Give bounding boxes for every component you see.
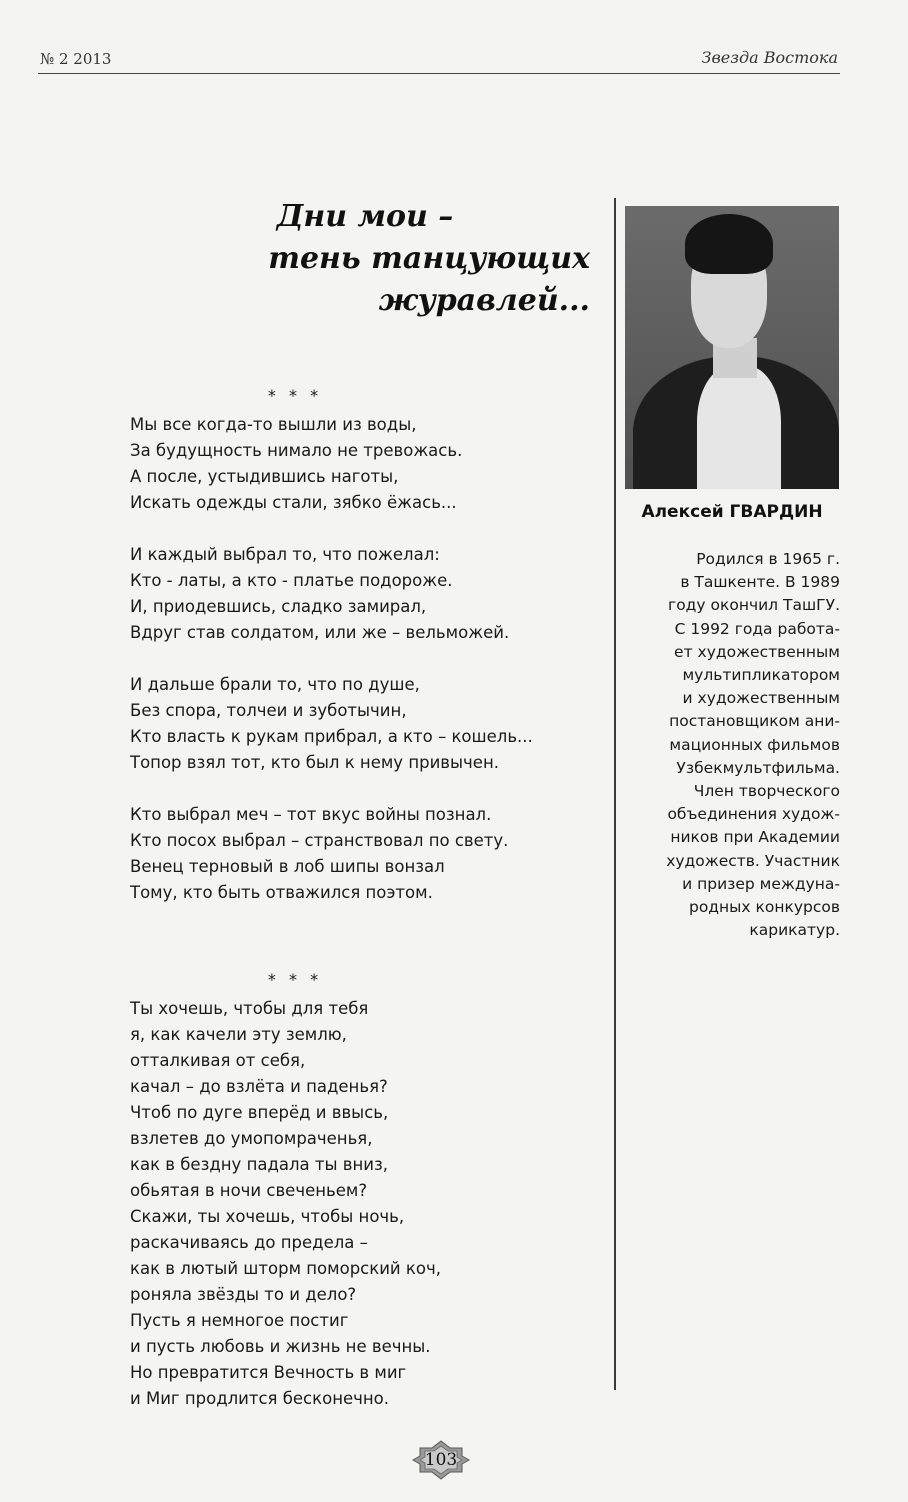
poem-line: А после, устыдившись наготы, bbox=[130, 467, 399, 486]
poem-line: Вдруг став солдатом, или же – вельможей. bbox=[130, 623, 510, 642]
bio-line: ников при Академии bbox=[670, 828, 840, 847]
title-line-2: тень танцующих журавлей... bbox=[268, 241, 590, 318]
poem-line: Пусть я немногое постиг bbox=[130, 1311, 349, 1330]
poem-line: Кто выбрал меч – тот вкус войны познал. bbox=[130, 805, 492, 824]
bio-line: родных конкурсов bbox=[688, 898, 840, 917]
poem-line: Чтоб по дуге вперёд и ввысь, bbox=[130, 1103, 389, 1122]
poem-line: Кто посох выбрал – странствовал по свету. bbox=[130, 831, 509, 850]
bio-line: Узбекмультфильма. bbox=[676, 758, 840, 777]
journal-name: Звезда Востока bbox=[701, 48, 838, 67]
author-name: Алексей ГВАРДИН bbox=[641, 502, 823, 522]
bio-line: карикатур. bbox=[749, 921, 840, 940]
poem-line: И дальше брали то, что по душе, bbox=[130, 675, 420, 694]
poem-line: я, как качели эту землю, bbox=[130, 1025, 347, 1044]
poem-line: взлетев до умопомраченья, bbox=[130, 1129, 373, 1148]
poem-1 bbox=[130, 412, 610, 906]
poem-line: раскачиваясь до предела – bbox=[130, 1233, 368, 1252]
bio-line: ет художественным bbox=[674, 642, 840, 661]
poem-2 bbox=[130, 996, 610, 1412]
poem-line: Топор взял тот, кто был к нему привычен. bbox=[130, 753, 499, 772]
bio-line: мационных фильмов bbox=[669, 735, 840, 754]
issue-number: № 2 2013 bbox=[40, 50, 112, 68]
title-line-1: Дни мои – bbox=[276, 199, 454, 234]
poem-line: Кто власть к рукам прибрал, а кто – кошель... bbox=[130, 727, 533, 746]
poem-line: и Миг продлится бесконечно. bbox=[130, 1389, 390, 1408]
poem-line: Искать одежды стали, зябко ёжась... bbox=[130, 493, 457, 512]
bio-line: объединения худож- bbox=[667, 805, 840, 824]
page-title bbox=[60, 196, 590, 322]
poem-line: как в бездну падала ты вниз, bbox=[130, 1155, 389, 1174]
page-number: 103 bbox=[424, 1450, 458, 1470]
poem-2-separator: * * * bbox=[267, 970, 323, 989]
poem-line: И, приодевшись, сладко замирал, bbox=[130, 597, 427, 616]
poem-line: Мы все когда-то вышли из воды, bbox=[130, 415, 417, 434]
poem-1-separator: * * * bbox=[267, 386, 323, 405]
poem-line: роняла звёзды то и дело? bbox=[130, 1285, 357, 1304]
bio-line: художеств. Участник bbox=[666, 851, 840, 870]
poem-line: Ты хочешь, чтобы для тебя bbox=[130, 999, 369, 1018]
bio-line: Родился в 1965 г. bbox=[696, 550, 840, 568]
header-divider bbox=[38, 73, 840, 74]
poem-line: качал – до взлёта и паденья? bbox=[130, 1077, 388, 1096]
poem-line: Без спора, толчеи и зуботычин, bbox=[130, 701, 407, 720]
poem-line: Венец терновый в лоб шипы вонзал bbox=[130, 857, 445, 876]
page-number-badge bbox=[412, 1440, 470, 1480]
bio-line: мультипликатором bbox=[682, 666, 840, 685]
bio-line: С 1992 года работа- bbox=[674, 619, 840, 638]
author-bio bbox=[624, 548, 840, 942]
column-divider bbox=[614, 198, 616, 1390]
bio-line: и призер междуна- bbox=[682, 874, 840, 893]
poem-line: За будущность нимало не тревожась. bbox=[130, 441, 463, 460]
bio-line: в Ташкенте. В 1989 bbox=[680, 573, 840, 592]
poem-line: обьятая в ночи свеченьем? bbox=[130, 1181, 368, 1200]
poem-line: Тому, кто быть отважился поэтом. bbox=[130, 883, 433, 902]
poem-line: И каждый выбрал то, что пожелал: bbox=[130, 545, 440, 564]
poem-line: как в лютый шторм поморский коч, bbox=[130, 1259, 441, 1278]
author-photo bbox=[625, 206, 839, 489]
bio-line: и художественным bbox=[682, 689, 840, 708]
bio-line: Член творческого bbox=[693, 782, 840, 801]
bio-line: постановщиком ани- bbox=[669, 712, 840, 731]
poem-line: и пусть любовь и жизнь не вечны. bbox=[130, 1337, 431, 1356]
poem-line: Скажи, ты хочешь, чтобы ночь, bbox=[130, 1207, 405, 1226]
poem-line: Но превратится Вечность в миг bbox=[130, 1363, 407, 1382]
poem-line: Кто - латы, а кто - платье подороже. bbox=[130, 571, 453, 590]
poem-line: отталкивая от себя, bbox=[130, 1051, 306, 1070]
bio-line: году окончил ТашГУ. bbox=[668, 596, 840, 615]
